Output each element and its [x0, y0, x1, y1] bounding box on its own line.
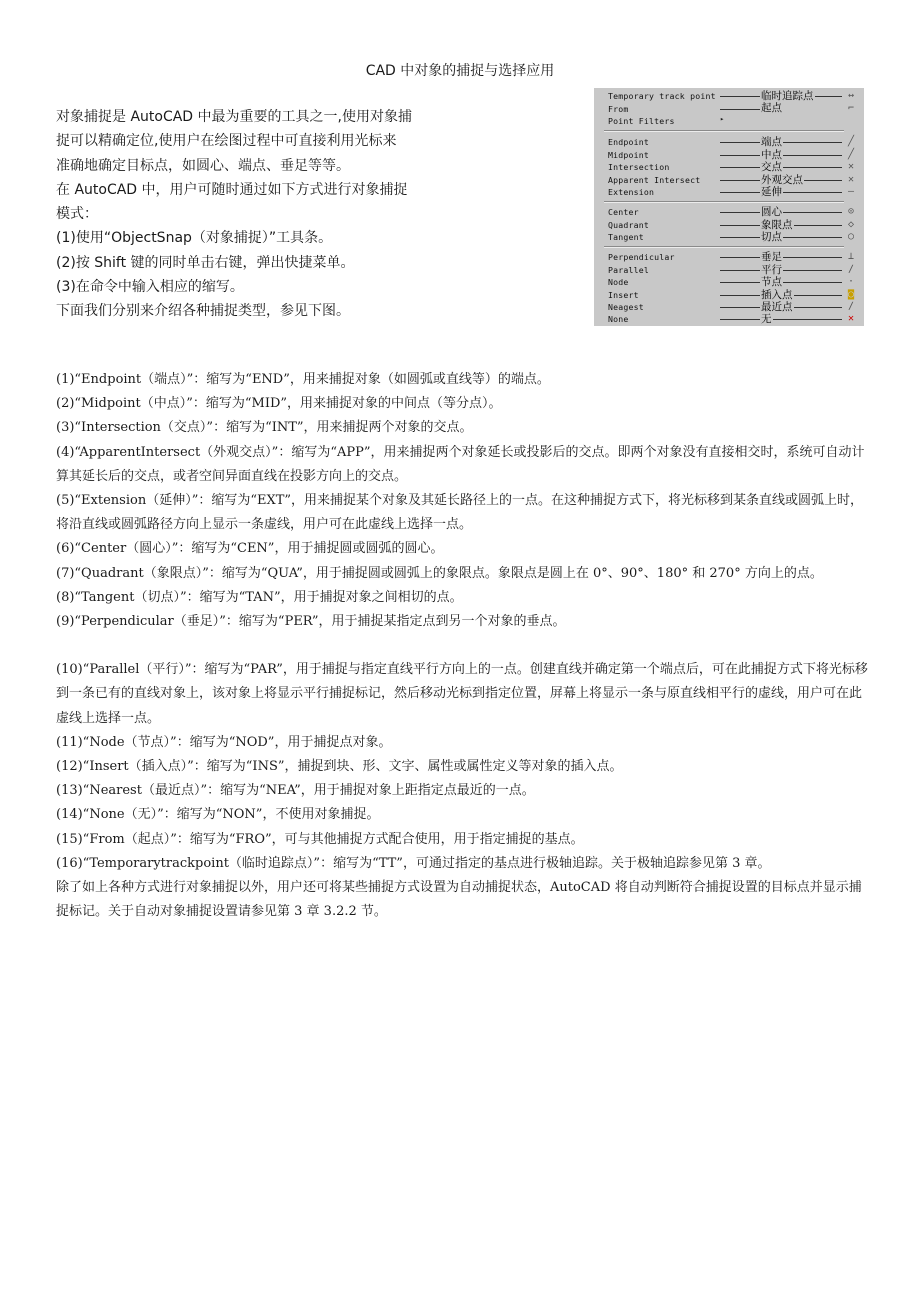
- menu-item-midpoint: Midpoint: [608, 150, 650, 160]
- intro-line: 下面我们分别来介绍各种捕捉类型，参见下图。: [56, 303, 350, 320]
- temporary-track-point-icon: ↔: [847, 90, 855, 101]
- cn-label-parallel: 平行: [761, 264, 782, 276]
- menu-item-insert: Insert: [608, 290, 639, 300]
- perpendicular-icon: ⊥: [847, 251, 855, 262]
- menu-item-extension: Extension: [608, 187, 655, 197]
- menu-item-node: Node: [608, 277, 629, 287]
- intro-line: (3)在命令中输入相应的缩写。: [56, 279, 244, 296]
- cn-label-endpoint: 端点: [761, 136, 782, 148]
- cn-label-nearest: 最近点: [761, 301, 793, 313]
- intro-line: 在 AutoCAD 中，用户可随时通过如下方式进行对象捕捉: [56, 181, 408, 198]
- menu-item-nearest: Neagest: [608, 302, 644, 312]
- cn-label-intersection: 交点: [761, 161, 782, 173]
- list-item: (2)“Midpoint（中点）”：缩写为“MID”，用来捕捉对象的中间点（等分点）。: [56, 396, 502, 412]
- menu-item-center: Center: [608, 207, 639, 217]
- quadrant-icon: ◇: [847, 219, 855, 230]
- paragraph-gap: [56, 634, 871, 658]
- menu-item-endpoint: Endpoint: [608, 137, 650, 147]
- leader-line: [720, 109, 760, 110]
- list-item: (8)“Tangent（切点）”：缩写为“TAN”，用于捕捉对象之间相切的点。: [56, 589, 463, 605]
- list-item: (13)“Nearest（最近点）”：缩写为“NEA”，用于捕捉对象上距指定点最近的一点。: [56, 783, 535, 799]
- intro-line: (2)按 Shift 键的同时单击右键，弹出快捷菜单。: [56, 254, 355, 271]
- list-item: (12)“Insert（插入点）”：缩写为“INS”，捕捉到块、形、文字、属性或属性定义等对象的插入点。: [56, 759, 623, 775]
- parallel-icon: ∕: [847, 264, 855, 275]
- cn-label-extension: 延伸: [761, 186, 782, 198]
- endpoint-icon: ╱: [847, 136, 855, 147]
- insert-icon: ◙: [847, 289, 855, 300]
- menu-item-from: From: [608, 104, 629, 114]
- intro-line: 对象捕捉是 AutoCAD 中最为重要的工具之一,使用对象捕: [56, 109, 412, 125]
- menu-separator: [604, 130, 844, 132]
- cn-label-insert: 插入点: [761, 289, 793, 301]
- list-item: (1)“Endpoint（端点）”：缩写为“END”，用来捕捉对象（如圆弧或直线等）的端点。: [56, 372, 550, 387]
- center-icon: ⊙: [847, 206, 855, 217]
- cn-label-center: 圆心: [761, 206, 782, 218]
- document-title: CAD 中对象的捕捉与选择应用: [365, 63, 555, 79]
- menu-item-perpendicular: Perpendicular: [608, 252, 675, 262]
- cn-label-node: 节点: [761, 276, 782, 288]
- list-item: (15)“From（起点）”：缩写为“FRO”，可与其他捕捉方式配合使用，用于指定捕捉的基点。: [56, 831, 584, 847]
- list-item: (11)“Node（节点）”：缩写为“NOD”，用于捕捉点对象。: [56, 734, 392, 750]
- from-icon: ⌐: [847, 103, 855, 114]
- menu-item-quadrant: Quadrant: [608, 220, 650, 230]
- cn-label-apparent-intersect: 外观交点: [761, 174, 803, 186]
- tangent-icon: ○: [847, 231, 855, 242]
- intersection-icon: ✕: [847, 161, 855, 172]
- list-item: (6)“Center（圆心）”：缩写为“CEN”，用于捕捉圆或圆弧的圆心。: [56, 541, 444, 557]
- cn-label-temporary-track-point: 临时追踪点: [761, 90, 814, 102]
- intro-line: 准确地确定目标点，如圆心、端点、垂足等等。: [56, 157, 350, 174]
- cn-label-none: 无: [761, 313, 772, 325]
- intro-line: (1)使用“ObjectSnap（对象捕捉）”工具条。: [56, 230, 333, 247]
- node-icon: ·: [847, 276, 855, 287]
- intro-line: 模式：: [56, 206, 98, 223]
- none-icon: ✕: [847, 313, 855, 324]
- list-item: (16)“Temporarytrackpoint（临时追踪点）”：缩写为“TT”，可通过指定的基点进行极轴追踪。关于极轴追踪参见第 3 章。: [56, 855, 771, 871]
- cn-label-midpoint: 中点: [761, 149, 782, 161]
- intro-text: [56, 105, 466, 324]
- cn-label-quadrant: 象限点: [761, 219, 793, 231]
- list-item: (14)“None（无）”：缩写为“NON”，不使用对象捕捉。: [56, 807, 380, 823]
- list-item: (3)“Intersection（交点）”：缩写为“INT”，用来捕捉两个对象的交点。: [56, 420, 473, 436]
- leader-line: [720, 319, 842, 320]
- apparent-intersect-icon: ✕: [847, 174, 855, 185]
- menu-item-parallel: Parallel: [608, 265, 650, 275]
- list-item: (9)“Perpendicular（垂足）”：缩写为“PER”，用于捕捉某指定点到另一个对象的垂点。: [56, 614, 566, 630]
- intro-line: 捉可以精确定位,使用户在绘图过程中可直接利用光标来: [56, 133, 397, 150]
- menu-item-intersection: Intersection: [608, 162, 670, 172]
- list-item: (4)“ApparentIntersect（外观交点）”：缩写为“APP”，用来捕捉两个对象延长或投影后的交点。即两个对象没有直接相交时，系统可自动计算其延长后的交点，或者空间异面直线在投影方向上的交点。: [56, 444, 865, 484]
- list-item: (7)“Quadrant（象限点）”：缩写为“QUA”，用于捕捉圆或圆弧上的象限点。象限点是圆上在 0°、90°、180° 和 270° 方向上的点。: [56, 565, 823, 581]
- list-item: (5)“Extension（延伸）”：缩写为“EXT”，用来捕捉某个对象及其延长路径上的一点。在这种捕捉方式下，将光标移到某条直线或圆弧上时，将沿直线或圆弧路径方向上显示一条虚线，用户可在此虚线上选择一点。: [56, 493, 864, 533]
- menu-item-tangent: Tangent: [608, 232, 644, 242]
- midpoint-icon: ╱: [847, 149, 855, 160]
- extension-icon: —: [847, 186, 855, 197]
- cn-label-tangent: 切点: [761, 231, 782, 243]
- nearest-icon: ∕: [847, 301, 855, 312]
- submenu-arrow-icon: ▸: [720, 115, 725, 123]
- menu-separator: [604, 246, 844, 248]
- menu-item-apparent-intersect: Apparent Intersect: [608, 175, 701, 185]
- cn-label-from: 起点: [761, 102, 782, 114]
- list-item: (10)“Parallel（平行）”：缩写为“PAR”，用于捕捉与指定直线平行方向上的一点。创建直线并确定第一个端点后，可在此捕捉方式下将光标移到一条已有的直线对象上，该对象上将显示平行捕捉标记，然后移动光标到指定位置，屏幕上将显示一条与原直线相平行的虚线，用户可在此虚线上选择一点。: [56, 662, 868, 726]
- object-snap-menu-figure: [594, 88, 864, 326]
- menu-item-temporary-track-point: Temporary track point: [608, 91, 716, 101]
- cn-label-perpendicular: 垂足: [761, 251, 782, 263]
- snap-types-list: [56, 368, 871, 924]
- menu-item-none: None: [608, 314, 629, 324]
- menu-separator: [604, 201, 844, 203]
- menu-item-point-filters: Point Filters: [608, 116, 675, 126]
- closing-paragraph: 除了如上各种方式进行对象捕捉以外，用户还可将某些捕捉方式设置为自动捕捉状态，AutoCAD 将自动判断符合捕捉设置的目标点并显示捕捉标记。关于自动对象捕捉设置请参见第 3 章 3.2.2 节。: [56, 880, 862, 920]
